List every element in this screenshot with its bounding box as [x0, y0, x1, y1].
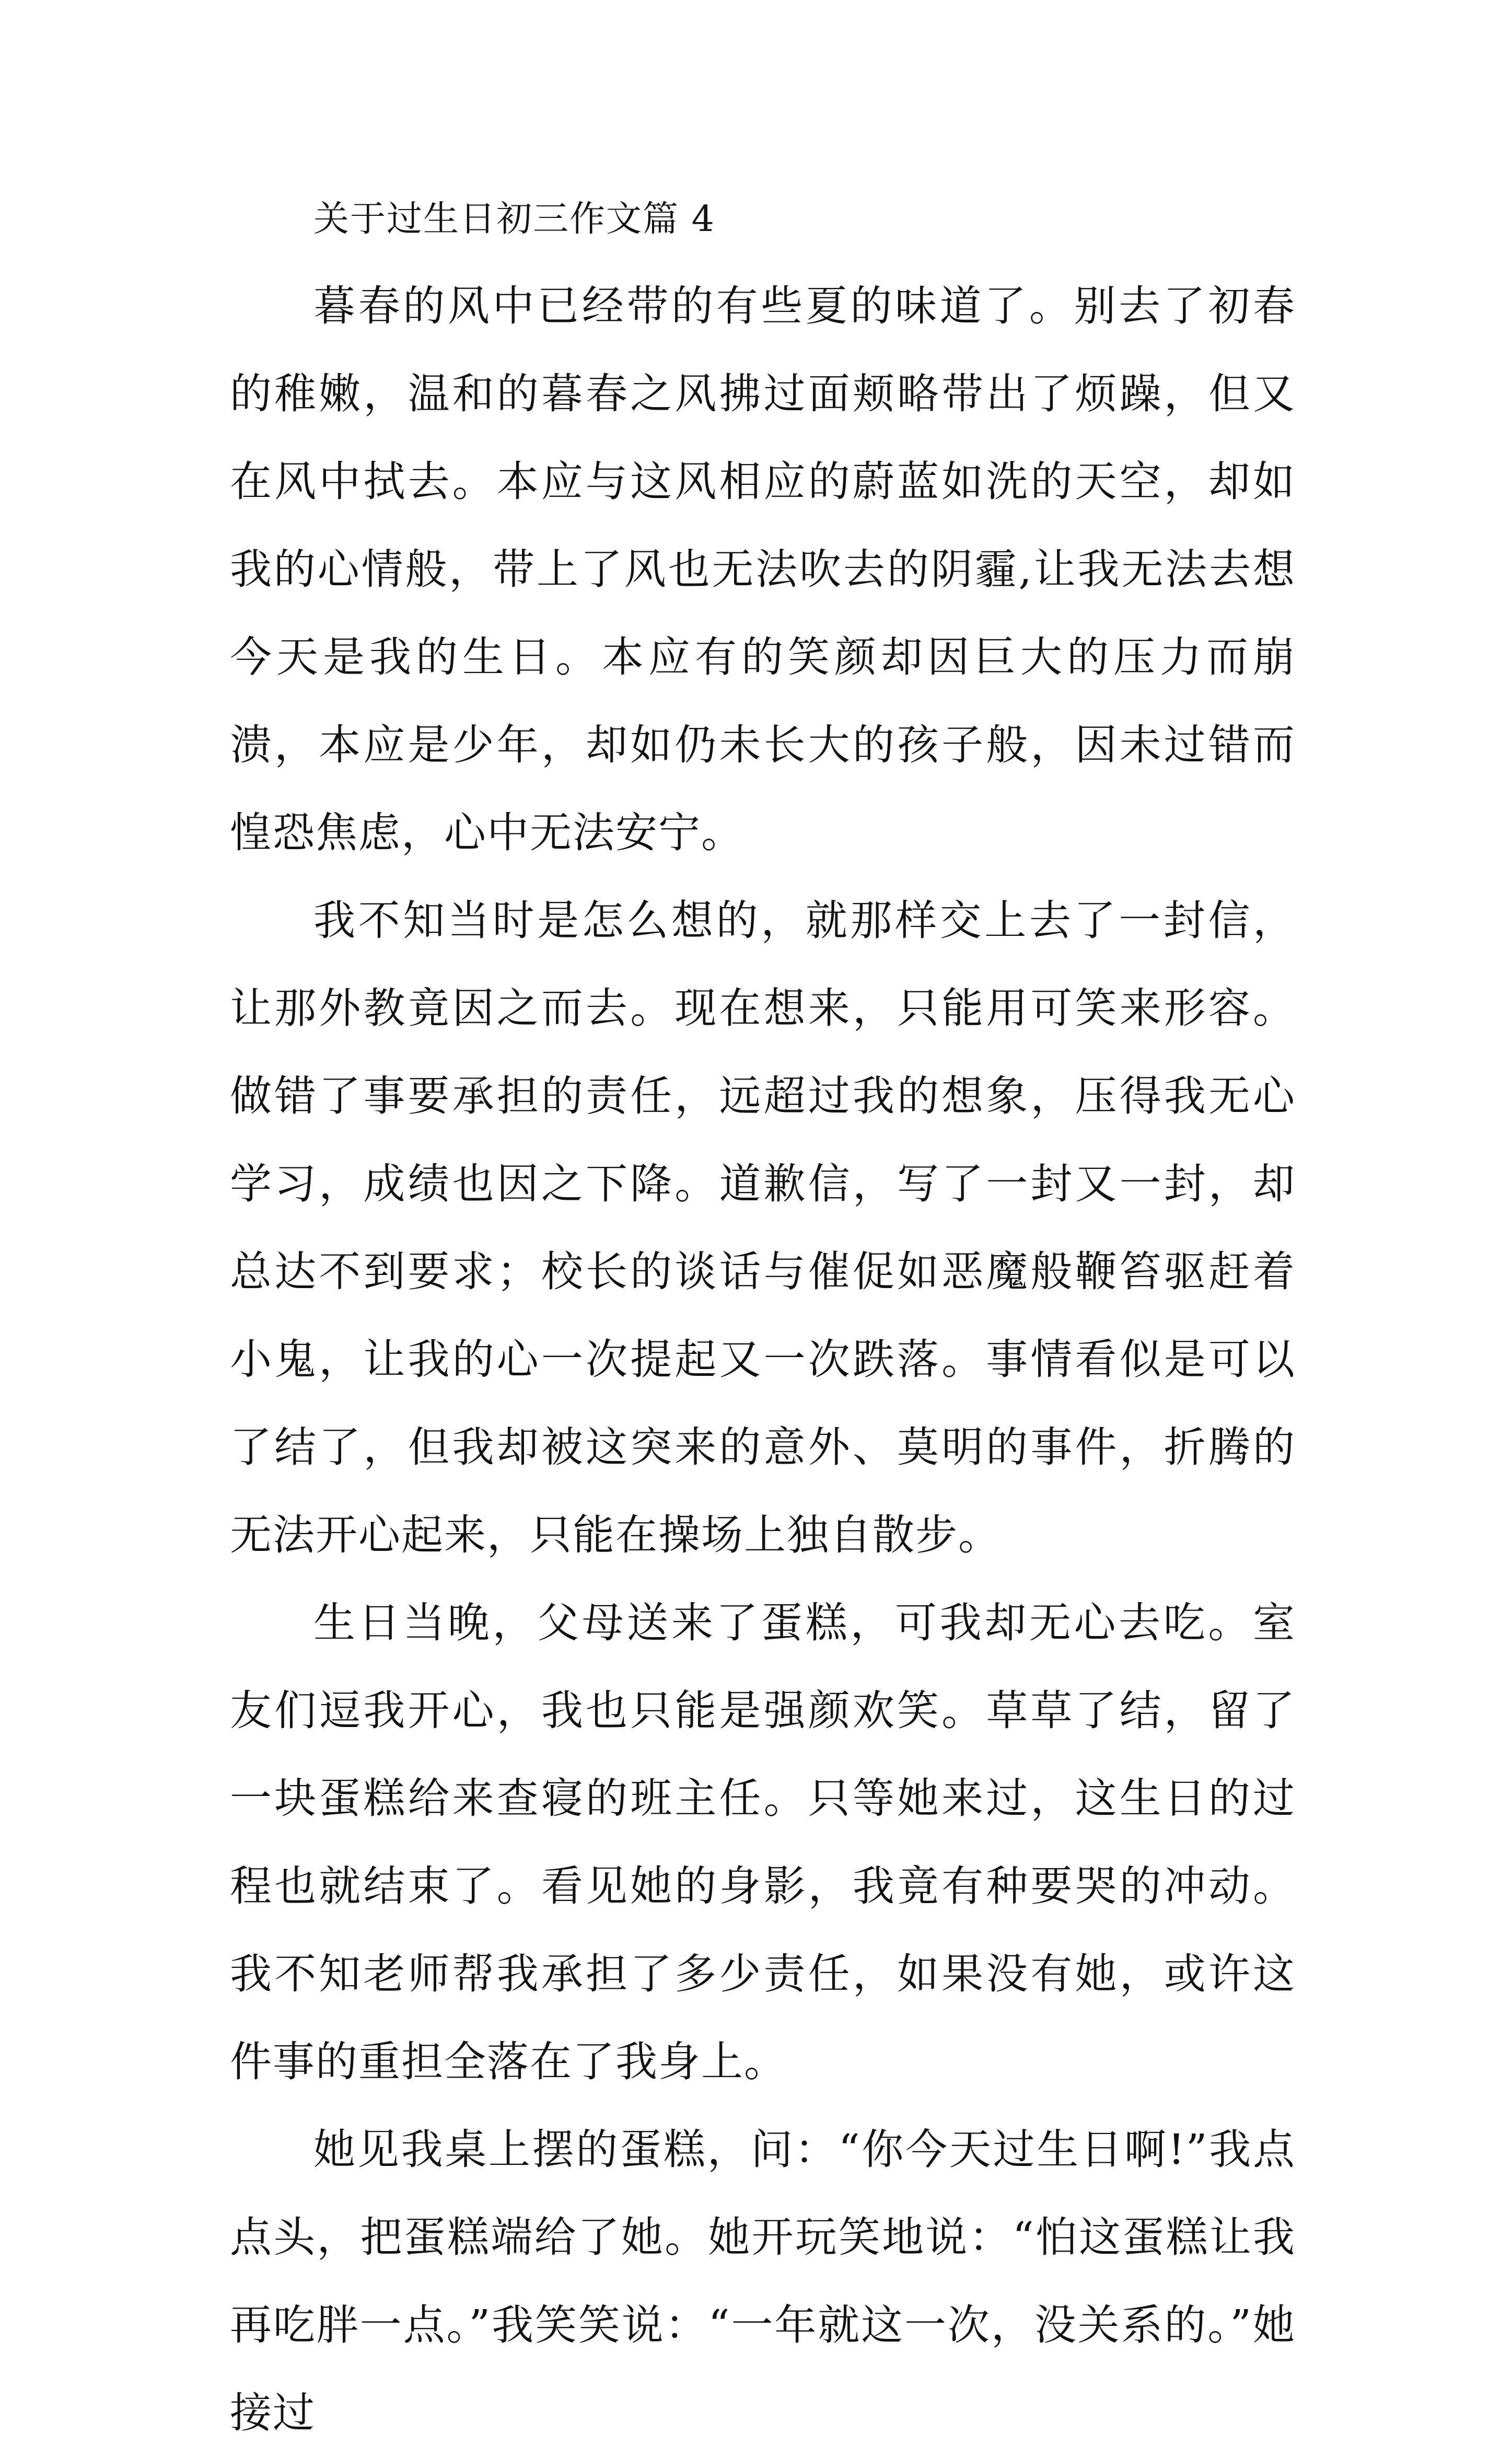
paragraph-2: 我不知当时是怎么想的，就那样交上去了一封信，让那外教竟因之而去。现在想来，只能用可笑来形容。做错了事要承担的责任，远超过我的想象，压得我无心学习，成绩也因之下降。道歉信，写了一封又一封，却总达不到要求；校长的谈话与催促如恶魔般鞭笞驱赶着小鬼，让我的心一次提起又一次跌落。事情看似是可以了结了，但我却被这突来的意外、莫明的事件，折腾的无法开心起来，只能在操场上独自散步。	[230, 896, 1296, 1559]
paragraph-4: 她见我桌上摆的蛋糕，问：“你今天过生日啊!”我点点头，把蛋糕端给了她。她开玩笑地说：“怕这蛋糕让我再吃胖一点。”我笑笑说：“一年就这一次，没关系的。”她接过	[230, 2125, 1296, 2437]
paragraph-1: 暮春的风中已经带的有些夏的味道了。别去了初春的稚嫩，温和的暮春之风拂过面颊略带出了烦躁，但又在风中拭去。本应与这风相应的蔚蓝如洗的天空，却如我的心情般，带上了风也无法吹去的阴霾,让我无法去想今天是我的生日。本应有的笑颜却因巨大的压力而崩溃，本应是少年，却如仍未长大的孩子般，因未过错而惶恐焦虑，心中无法安宁。	[230, 282, 1296, 857]
document-page	[230, 199, 1296, 2457]
paragraph-3: 生日当晚，父母送来了蛋糕，可我却无心去吃。室友们逗我开心，我也只能是强颜欢笑。草草了结，留了一块蛋糕给来查寝的班主任。只等她来过，这生日的过程也就结束了。看见她的身影，我竟有种要哭的冲动。我不知老师帮我承担了多少责任，如果没有她，或许这件事的重担全落在了我身上。	[230, 1598, 1296, 2086]
document-title: 关于过生日初三作文篇 4	[313, 199, 715, 240]
